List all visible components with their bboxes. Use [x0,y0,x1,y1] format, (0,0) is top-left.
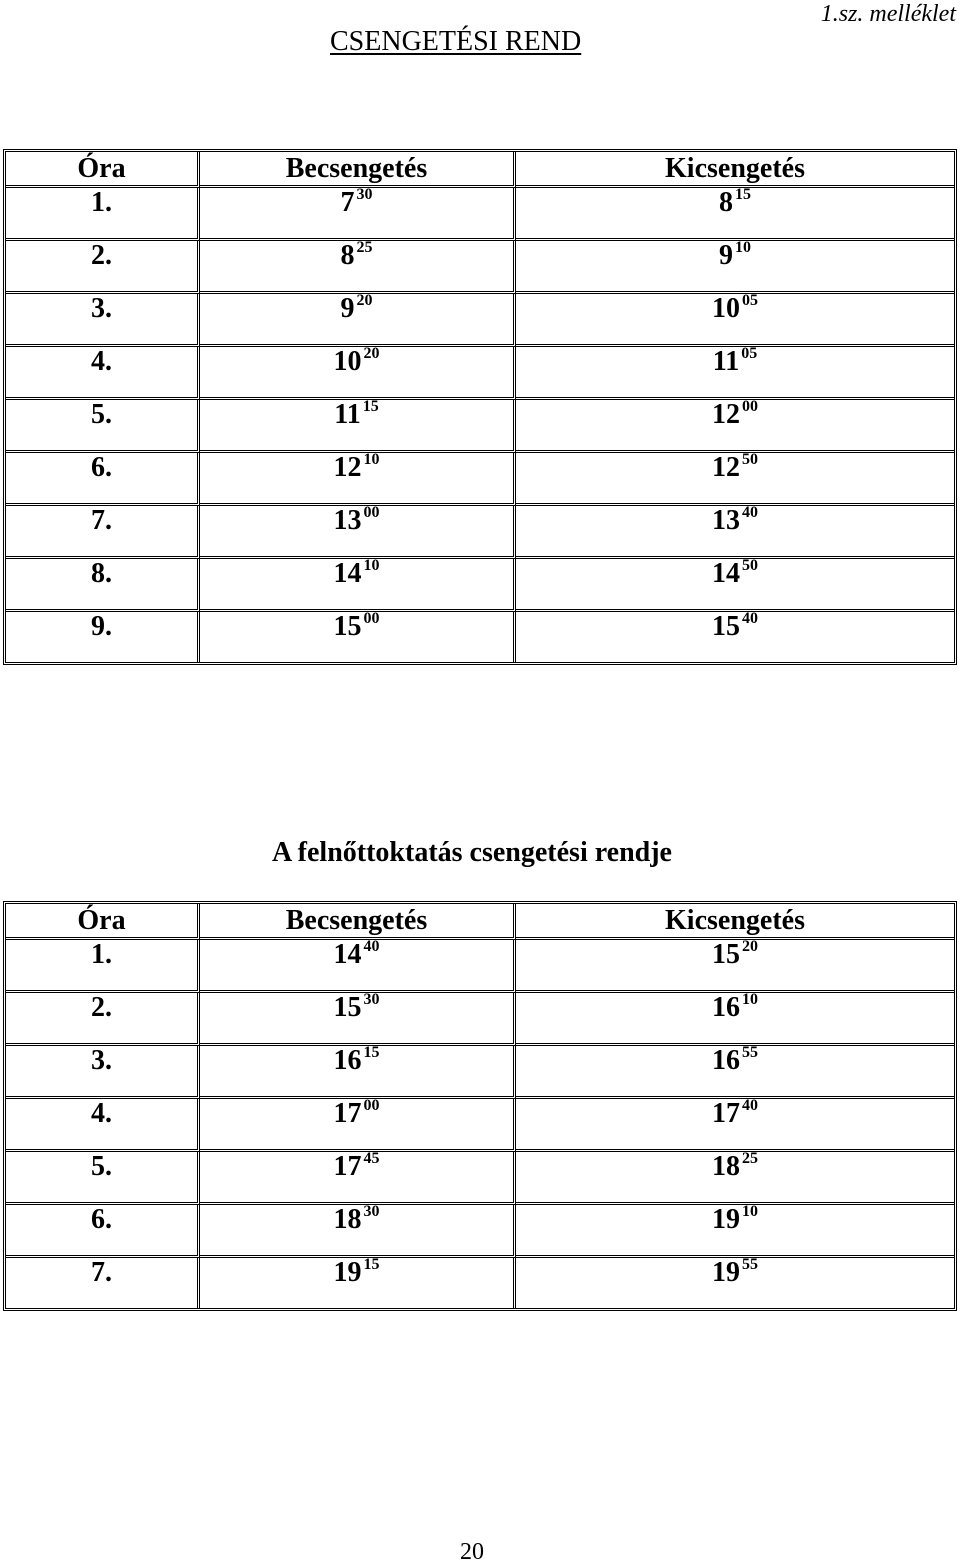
bell-schedule-body [6,188,954,662]
start-time-minute: 15 [363,1044,380,1061]
table-row [6,1046,954,1099]
start-time [200,294,516,347]
table-row [6,1205,954,1258]
start-time-hour: 16 [333,1045,362,1076]
end-time [516,1152,954,1205]
table-row [6,506,954,559]
end-time-minute: 40 [742,504,758,521]
column-header-hour: Óra [6,152,200,188]
start-time-hour: 15 [333,992,362,1023]
end-time-minute: 40 [742,1097,758,1114]
end-time-hour: 9 [719,240,733,271]
table-row [6,559,954,612]
start-time [200,188,516,241]
start-time-minute: 20 [363,345,380,362]
lesson-number: 1. [6,188,200,241]
end-time [516,612,954,662]
end-time [516,1099,954,1152]
end-time-minute: 05 [742,292,758,309]
end-time-hour: 17 [712,1098,740,1129]
end-time-minute: 40 [742,610,758,627]
end-time-minute: 10 [735,239,751,256]
end-time-minute: 10 [742,991,758,1008]
start-time [200,506,516,559]
end-time-minute: 10 [742,1203,758,1220]
table-row [6,347,954,400]
start-time-hour: 17 [333,1098,362,1129]
page-title: CSENGETÉSI REND [330,26,582,57]
page-number: 20 [460,1539,484,1565]
column-header-hour: Óra [6,904,200,940]
start-time [200,347,516,400]
start-time-minute: 15 [362,398,379,415]
table-header-row [6,152,954,188]
start-time-minute: 25 [356,239,373,256]
start-time-hour: 10 [333,346,362,377]
start-time-minute: 10 [363,557,380,574]
table-row [6,1258,954,1308]
end-time-hour: 15 [712,939,740,970]
lesson-number: 8. [6,559,200,612]
lesson-number: 4. [6,1099,200,1152]
start-time-hour: 7 [340,187,355,218]
lesson-number: 3. [6,294,200,347]
end-time-hour: 16 [712,992,740,1023]
table-row [6,453,954,506]
start-time-hour: 11 [334,399,361,430]
table-row [6,188,954,241]
start-time [200,241,516,294]
start-time [200,1099,516,1152]
end-time [516,294,954,347]
start-time-hour: 9 [340,293,355,324]
start-time-minute: 15 [363,1256,380,1273]
start-time [200,612,516,662]
end-time [516,400,954,453]
end-time-hour: 12 [712,452,740,483]
table-row [6,400,954,453]
end-time-hour: 12 [712,399,740,430]
end-time [516,1258,954,1308]
table-row [6,612,954,662]
table-row [6,241,954,294]
end-time-hour: 13 [712,505,740,536]
table-header-row [6,904,954,940]
end-time-minute: 55 [742,1044,758,1061]
table-row [6,993,954,1046]
table-row [6,1152,954,1205]
end-time-minute: 25 [742,1150,758,1167]
end-time-minute: 05 [741,345,758,362]
start-time [200,453,516,506]
annex-label: 1.sz. melléklet [820,1,956,27]
end-time-hour: 18 [712,1151,740,1182]
start-time [200,1205,516,1258]
start-time [200,940,516,993]
start-time [200,1258,516,1308]
table-row [6,940,954,993]
table-row [6,1099,954,1152]
lesson-number: 2. [6,993,200,1046]
end-time [516,453,954,506]
table-row [6,294,954,347]
end-time-hour: 19 [712,1204,740,1235]
start-time-hour: 18 [333,1204,362,1235]
lesson-number: 7. [6,506,200,559]
end-time-minute: 20 [742,938,758,955]
end-time [516,940,954,993]
adult-bell-schedule-body [6,940,954,1308]
start-time-hour: 14 [333,558,362,589]
end-time [516,559,954,612]
end-time [516,347,954,400]
start-time [200,559,516,612]
start-time-minute: 30 [356,186,373,203]
start-time-hour: 15 [333,611,362,642]
end-time [516,1046,954,1099]
end-time-hour: 15 [712,611,740,642]
start-time [200,1152,516,1205]
end-time-hour: 8 [719,187,733,218]
end-time-hour: 10 [712,293,740,324]
start-time-minute: 20 [356,292,373,309]
end-time [516,188,954,241]
end-time-minute: 15 [735,186,751,203]
column-header-start: Becsengetés [200,152,516,188]
start-time-minute: 00 [363,504,380,521]
lesson-number: 4. [6,347,200,400]
start-time-minute: 00 [363,610,380,627]
end-time [516,993,954,1046]
column-header-end: Kicsengetés [516,904,954,940]
start-time [200,400,516,453]
start-time-minute: 40 [363,938,380,955]
end-time-hour: 14 [712,558,740,589]
end-time-minute: 50 [742,557,758,574]
column-header-end: Kicsengetés [516,152,954,188]
bell-schedule-table [3,149,957,665]
end-time-minute: 00 [742,398,758,415]
column-header-start: Becsengetés [200,904,516,940]
end-time-hour: 19 [712,1257,740,1288]
start-time-hour: 19 [333,1257,362,1288]
end-time [516,506,954,559]
start-time-minute: 30 [363,991,380,1008]
start-time-minute: 30 [363,1203,380,1220]
end-time [516,241,954,294]
start-time-hour: 17 [333,1151,362,1182]
end-time-hour: 16 [712,1045,740,1076]
start-time-minute: 00 [363,1097,380,1114]
adult-schedule-title: A felnőttoktatás csengetési rendje [272,837,672,868]
start-time [200,1046,516,1099]
lesson-number: 1. [6,940,200,993]
end-time-minute: 50 [742,451,758,468]
start-time-hour: 12 [333,452,362,483]
start-time-minute: 45 [363,1150,380,1167]
end-time [516,1205,954,1258]
lesson-number: 6. [6,1205,200,1258]
lesson-number: 6. [6,453,200,506]
start-time-hour: 13 [333,505,362,536]
lesson-number: 7. [6,1258,200,1308]
lesson-number: 9. [6,612,200,662]
lesson-number: 5. [6,1152,200,1205]
end-time-minute: 55 [742,1256,758,1273]
lesson-number: 3. [6,1046,200,1099]
start-time-minute: 10 [363,451,380,468]
end-time-hour: 11 [712,346,740,377]
adult-bell-schedule-table [3,901,957,1311]
lesson-number: 2. [6,241,200,294]
start-time-hour: 14 [333,939,362,970]
lesson-number: 5. [6,400,200,453]
start-time [200,993,516,1046]
start-time-hour: 8 [340,240,355,271]
